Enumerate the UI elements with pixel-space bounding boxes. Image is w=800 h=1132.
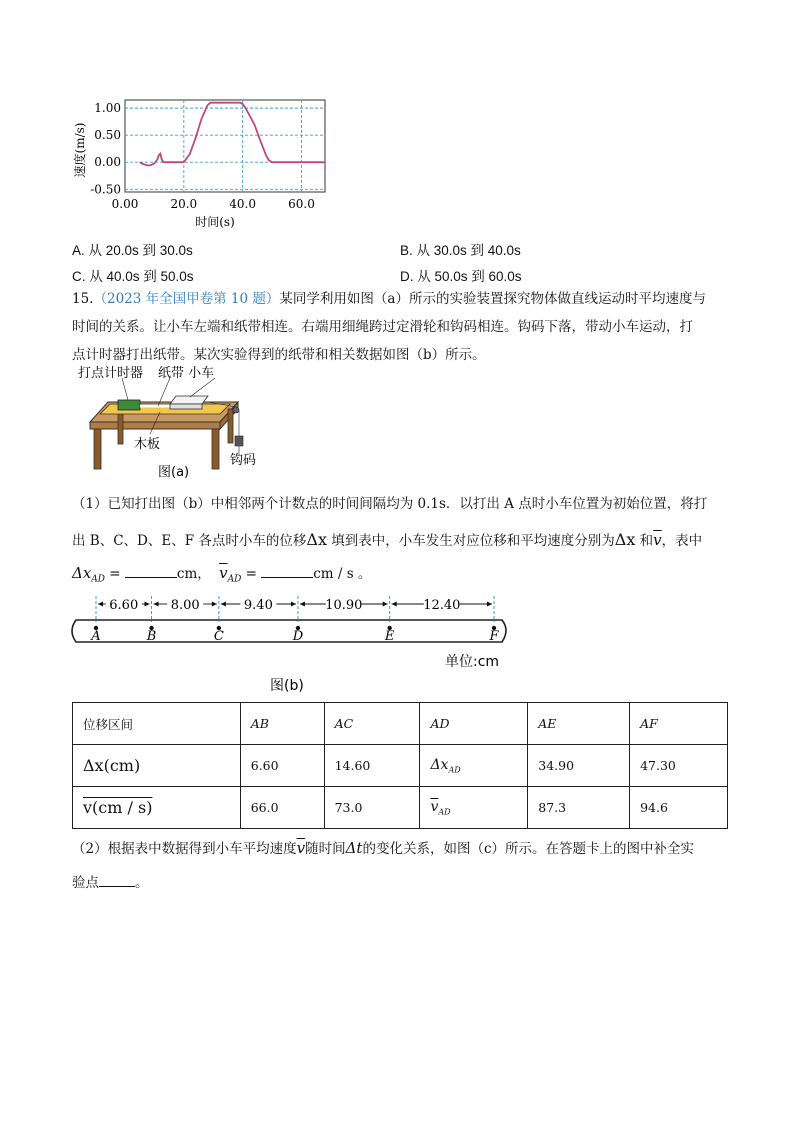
- label-board: 木板: [134, 437, 161, 452]
- y-tick-label: -0.50: [90, 182, 121, 197]
- tape-point-label: C: [213, 629, 224, 644]
- y-tick-labels: [90, 101, 121, 196]
- answer-blank-points[interactable]: [99, 872, 135, 887]
- label-timer: 打点计时器: [78, 366, 144, 381]
- chart-grid: [125, 100, 325, 192]
- segment-length-label: 12.40: [423, 598, 461, 613]
- table-header-row: 位移区间 AB AC AD AE AF: [73, 703, 728, 745]
- q15-source: （2023 年全国甲卷第 10 题）: [93, 291, 280, 307]
- table-row-velocity: v(cm / s) 66.0 73.0 $\overline{v}_{AD}$ 87.3 94.6: [73, 787, 728, 829]
- segment-length-label: 10.90: [325, 598, 363, 613]
- part1-text: （1）已知打出图（b）中相邻两个计数点的时间间隔均为 0.1s．以打出 A 点时小车位置为初始位置，将打 出 B、C、D、E、F 各点时小车的位移Δx 填到表中，小车发生对应位移和平均速度分别为Δx 和$\overline{v}$，表中 $\Delta x_{AD}$ = cm， $\overline{v}_{AD}$ = cm / s 。: [72, 496, 708, 585]
- segment-arrowhead: [291, 602, 296, 607]
- q15-number: 15.: [72, 291, 94, 307]
- segment-arrowhead: [212, 602, 217, 607]
- option-a: A. 从 20.0s 到 30.0s: [72, 243, 193, 258]
- speed-time-chart: [70, 92, 340, 232]
- segment-length-label: 6.60: [109, 598, 139, 613]
- plot-frame: [125, 100, 325, 192]
- segment-arrowhead: [392, 602, 397, 607]
- segment-arrowhead: [487, 602, 492, 607]
- label-tape-cart: 纸带 小车: [158, 366, 215, 381]
- segment-length-label: 9.40: [243, 598, 273, 613]
- y-tick-label: 1.00: [94, 101, 121, 116]
- segment-arrowhead: [383, 602, 388, 607]
- tape-point-label: F: [489, 629, 499, 644]
- figure-a-apparatus: [70, 364, 290, 480]
- answer-blank-v-ad[interactable]: [261, 563, 313, 578]
- answer-blank-dx-ad[interactable]: [125, 563, 177, 578]
- table-row-displacement: Δx(cm) 6.60 14.60 $\Delta x_{AD}$ 34.90 47.30: [73, 745, 728, 787]
- segment-arrowhead: [221, 602, 226, 607]
- speed-series-line: [140, 103, 325, 166]
- x-tick-label: 60.0: [288, 197, 315, 211]
- x-tick-label: 0.00: [111, 197, 139, 211]
- x-axis-label: 时间(s): [195, 215, 235, 229]
- part2-text: （2）根据表中数据得到小车平均速度$\overline{v}$随时间Δt的变化关系，如图（c）所示。在答题卡上的图中补全实 验点 。: [72, 839, 695, 891]
- figure-a-caption: 图(a): [158, 465, 190, 480]
- y-tick-label: 0.00: [94, 155, 121, 170]
- figure-b-tape: [70, 592, 520, 696]
- y-axis-label: 速度(m/s): [73, 122, 87, 178]
- y-tick-label: 0.50: [94, 128, 121, 143]
- q15-intro: 15.（2023 年全国甲卷第 10 题）某同学利用如图（a）所示的实验装置探究物体做直线运动时平均速度与 时间的关系。让小车左端和纸带相连。右端用细绳跨过定滑轮和钩码相连。钩码下落，带动小车运动，打 点计时器打出纸带。某次实验得到的纸带和相关数据如图（b）所示。: [72, 291, 706, 363]
- tape-point-label: A: [91, 629, 101, 644]
- x-tick-labels: [112, 197, 315, 211]
- x-tick-label: 40.0: [229, 197, 257, 211]
- segment-arrowhead: [145, 602, 150, 607]
- figure-b-caption: 图(b): [270, 678, 304, 694]
- segment-arrowhead: [154, 602, 159, 607]
- tape-point-label: E: [384, 629, 395, 644]
- segment-length-label: 8.00: [170, 598, 200, 613]
- tape-point-label: D: [292, 629, 304, 644]
- segment-arrowhead: [98, 602, 103, 607]
- tape-point-label: B: [146, 629, 157, 644]
- option-d: D. 从 50.0s 到 60.0s: [400, 269, 522, 284]
- label-weight: 钩码: [230, 453, 257, 468]
- x-tick-label: 20.0: [170, 197, 198, 211]
- segment-arrowhead: [300, 602, 305, 607]
- data-table: [72, 702, 728, 829]
- option-c: C. 从 40.0s 到 50.0s: [72, 269, 194, 284]
- option-b: B. 从 30.0s 到 40.0s: [400, 243, 521, 258]
- tape-unit: 单位:cm: [445, 654, 500, 670]
